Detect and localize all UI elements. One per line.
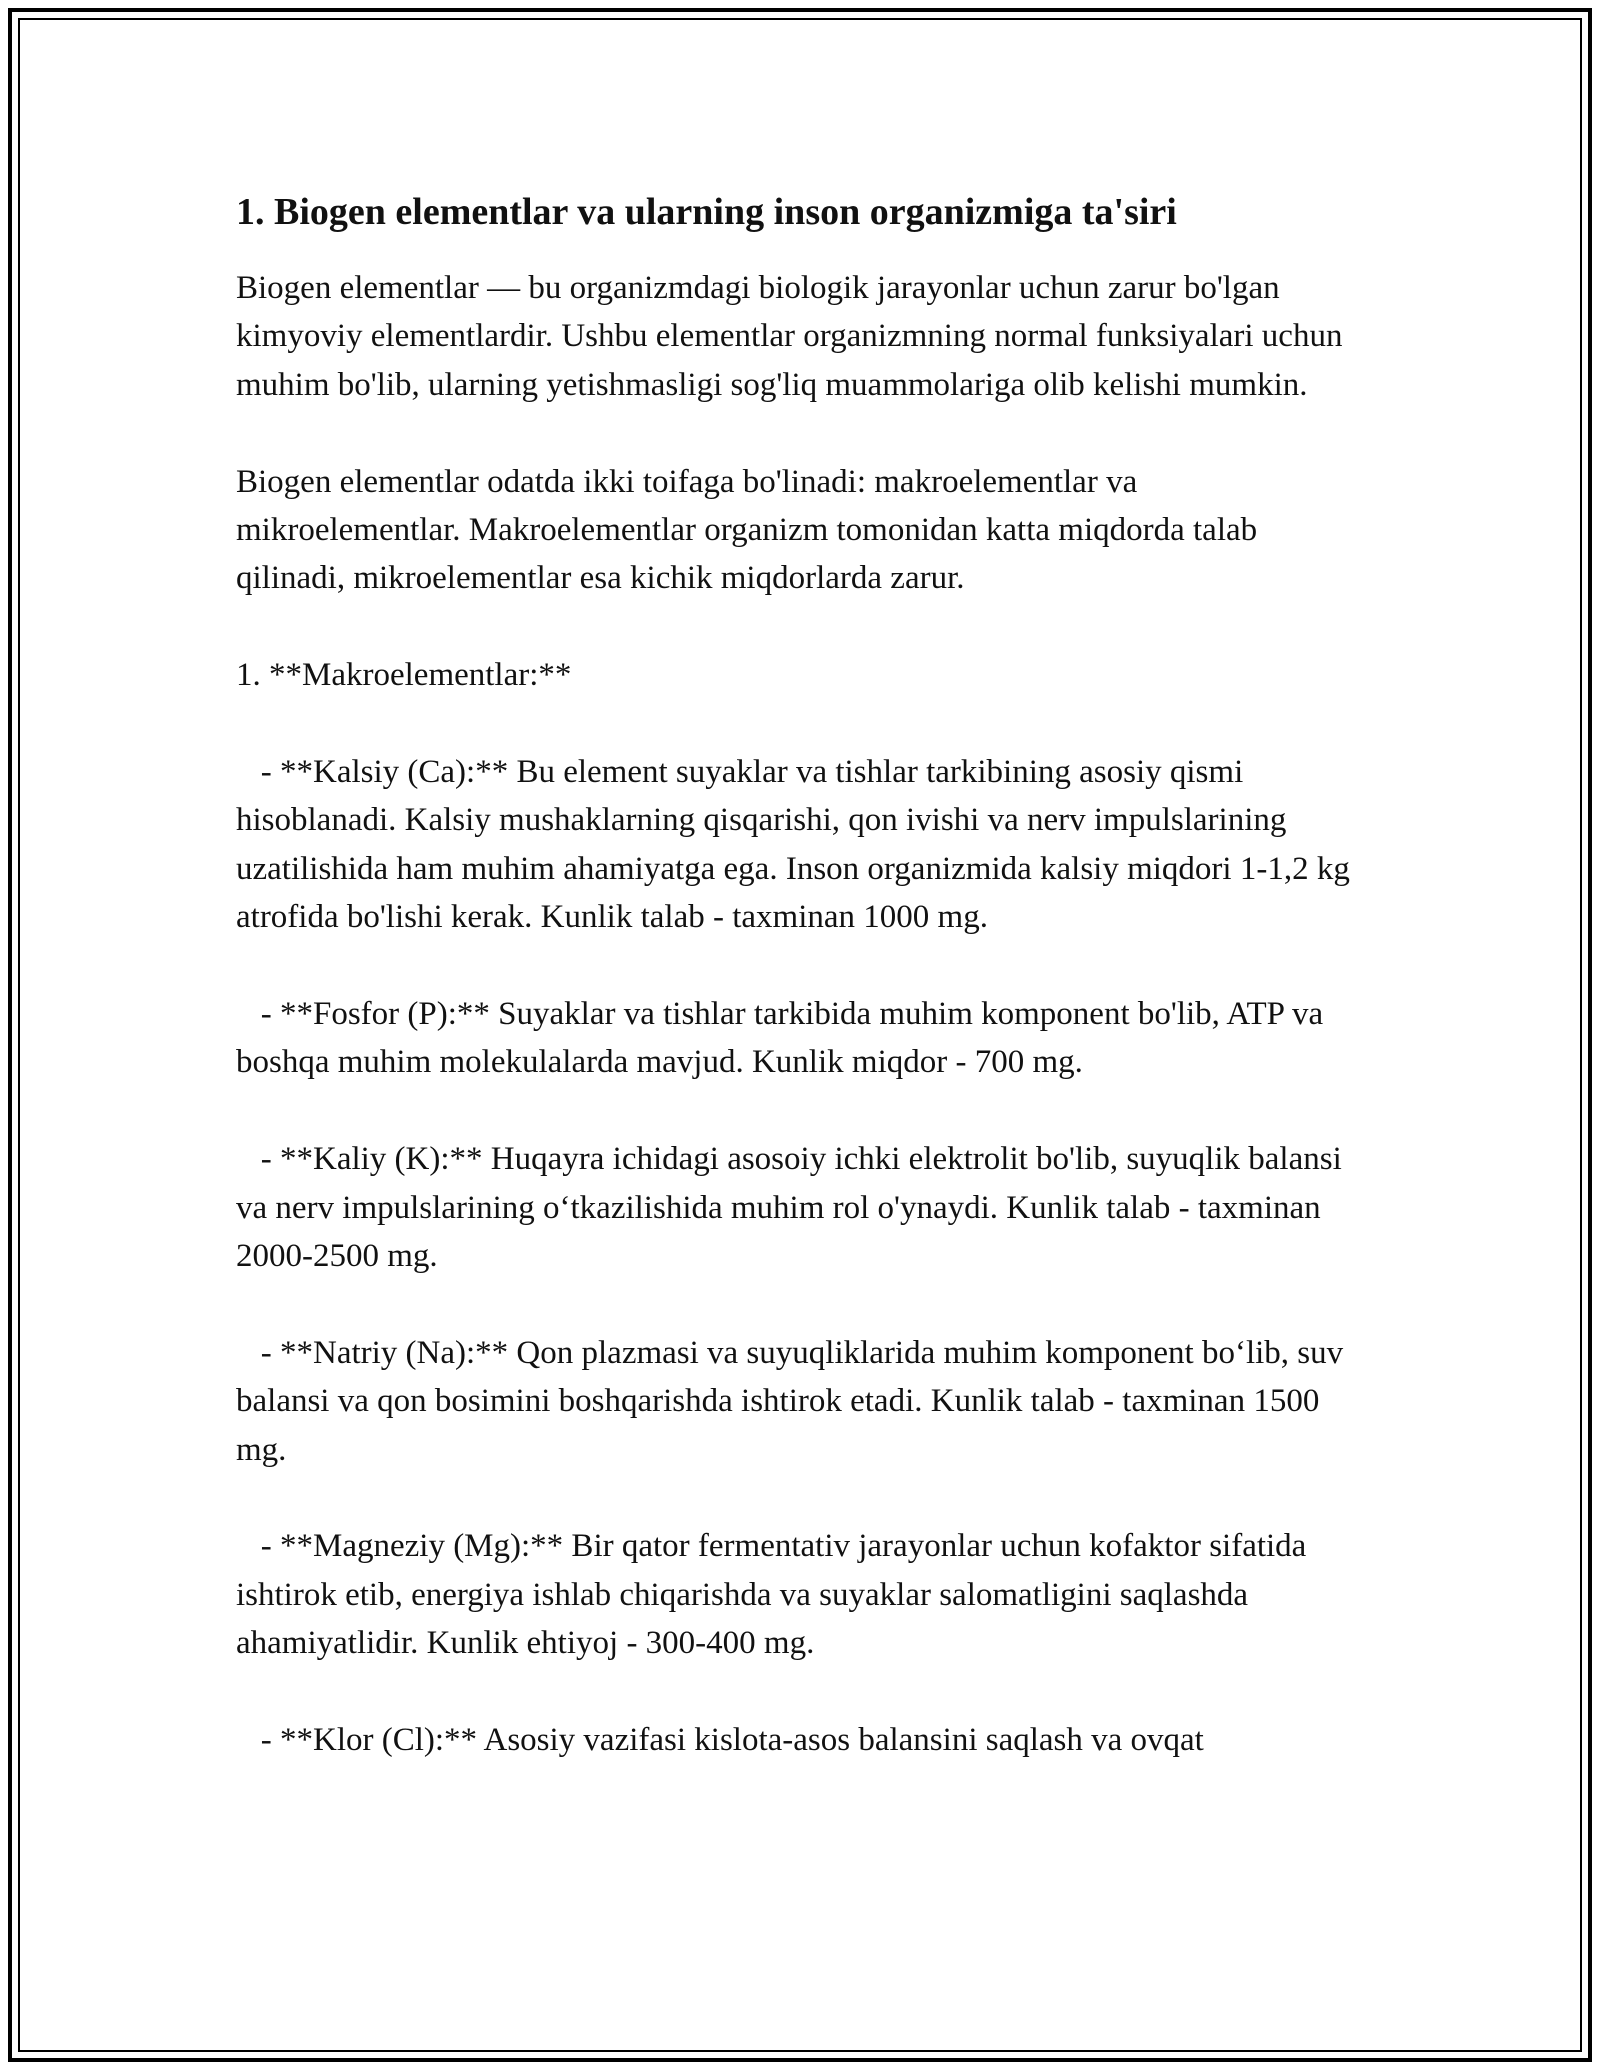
list-item-potassium: - **Kaliy (K):** Huqayra ichidagi asosoiy ichki elektrolit bo'lib, suyuqlik balansi va nerv impulslarining o‘tkazilishida muhim rol o'ynaydi. Kunlik talab - taxminan 2000-2500 mg. — [236, 1141, 1350, 1275]
list-item-chlorine: - **Klor (Cl):** Asosiy vazifasi kislota-asos balansini saqlash va ovqat — [236, 1722, 1204, 1759]
paragraph-intro: Biogen elementlar — bu organizmdagi biologik jarayonlar uchun zarur bo'lgan kimyoviy elementlardir. Ushbu elementlar organizmning normal funksiyalari uchun muhim bo'lib, ularning yetishmasligi sog'liq muammolariga olib kelishi mumkin. — [236, 270, 1351, 403]
list-item-magnesium: - **Magneziy (Mg):** Bir qator fermentativ jarayonlar uchun kofaktor sifatida ishtirok etib, energiya ishlab chiqarishda va suyaklar salomatligini saqlashda ahamiyatlidir. Kunlik ehtiyoj - 300-400 mg. — [236, 1528, 1315, 1662]
document-title: 1. Biogen elementlar va ularning inson organizmiga ta'siri — [236, 191, 1177, 233]
list-heading-macroelements: 1. **Makroelementlar:** — [236, 657, 572, 694]
list-item-sodium: - **Natriy (Na):** Qon plazmasi va suyuqliklarida muhim komponent bo‘lib, suv balansi va qon bosimini boshqarishda ishtirok etadi. Kunlik talab - taxminan 1500 mg. — [236, 1334, 1352, 1468]
paragraph-categories: Biogen elementlar odatda ikki toifaga bo'linadi: makroelementlar va mikroelementlar. Makroelementlar organizm tomonidan katta miqdorda talab qilinadi, mikroelementlar esa kichik miqdorlarda zarur. — [236, 463, 1266, 597]
list-item-calcium: - **Kalsiy (Ca):** Bu element suyaklar va tishlar tarkibining asosiy qismi hisoblanadi. Kalsiy mushaklarning qisqarishi, qon ivishi va nerv impulslarining uzatilishida ham muhim ahamiyatga ega. Inson organizmida kalsiy miqdori 1-1,2 kg atrofida bo'lishi kerak. Kunlik talab - taxminan 1000 mg. — [236, 754, 1359, 936]
document-body — [236, 186, 1366, 1813]
list-item-phosphorus: - **Fosfor (P):** Suyaklar va tishlar tarkibida muhim komponent bo'lib, ATP va boshqa muhim molekulalarda mavjud. Kunlik miqdor - 700 mg. — [236, 996, 1332, 1081]
